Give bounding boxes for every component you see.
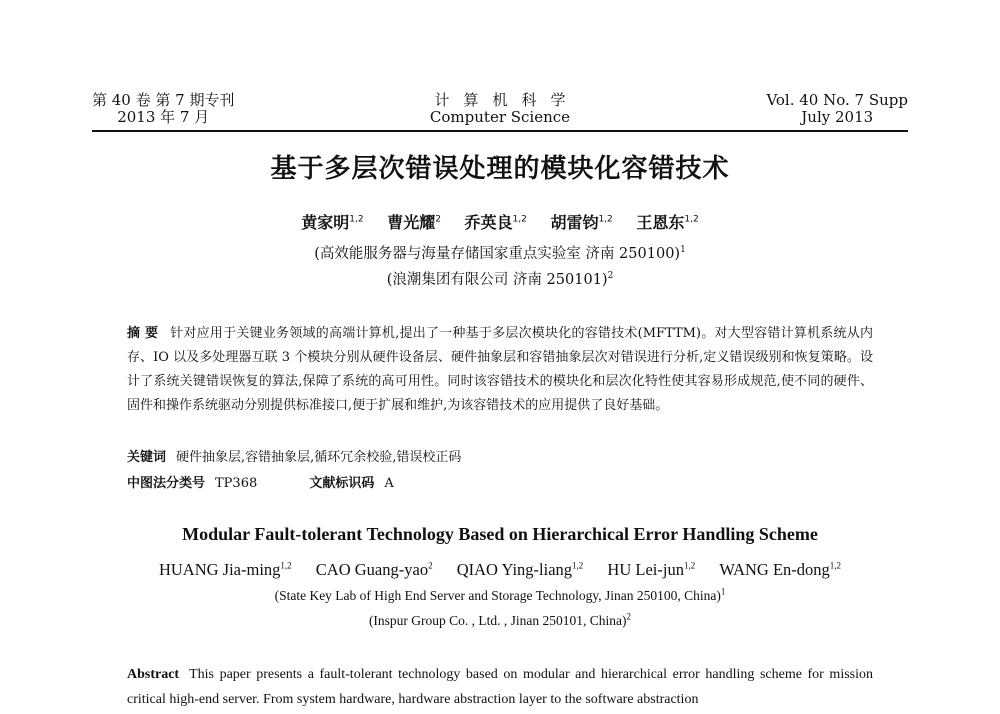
volume-issue-en: Vol. 40 No. 7 Supp <box>766 91 908 109</box>
author-en: QIAO Ying-liang$^{1,2}$ <box>456 560 584 579</box>
author-cn: 曹光耀$^2$ <box>387 213 441 232</box>
issue-date-cn: 2013 年 7 月 <box>117 108 210 126</box>
affiliation-en-2: (Inspur Group Co. , Ltd. , Jinan 250101, China)$^2$ <box>368 611 632 628</box>
author-list-en <box>0 560 1000 580</box>
abstract-cn <box>127 322 873 418</box>
author-en: CAO Guang-yao$^2$ <box>315 560 433 579</box>
author-cn: 乔英良$^{1,2}$ <box>464 213 527 232</box>
doc-code-label: 文献标识码 <box>309 476 375 491</box>
author-en: HUANG Jia-ming$^{1,2}$ <box>158 560 292 579</box>
keywords-cn-text: 硬件抽象层,容错抽象层,循环冗余校验,错误校正码 <box>176 450 462 465</box>
volume-issue: 第 40 卷 第 7 期专刊 <box>92 91 235 109</box>
author-cn: 黄家明$^{1,2}$ <box>301 213 364 232</box>
author-cn: 王恩东$^{1,2}$ <box>636 213 699 232</box>
abstract-en-label: Abstract <box>127 667 180 682</box>
author-en: WANG En-dong$^{1,2}$ <box>719 560 842 579</box>
keywords-cn <box>127 446 873 465</box>
author-cn: 胡雷钧$^{1,2}$ <box>550 213 613 232</box>
doc-code-value: A <box>384 476 394 491</box>
journal-name-cn: 计算机科学 <box>434 91 580 109</box>
clc-label: 中图法分类号 <box>127 476 206 491</box>
abstract-en <box>127 662 873 712</box>
journal-name-en: Computer Science <box>429 108 571 126</box>
abstract-cn-label: 摘 要 <box>127 326 159 341</box>
affiliation-en-1: (State Key Lab of High End Server and Storage Technology, Jinan 250100, China)$^1$ <box>274 586 726 603</box>
paper-title-en: Modular Fault-tolerant Technology Based on Hierarchical Error Handling Scheme <box>182 524 818 544</box>
clc-value: TP368 <box>215 476 258 491</box>
classification-line <box>127 472 873 491</box>
abstract-en-text: This paper presents a fault-tolerant technology based on modular and hierarchical error handling scheme for mission critical high-end server. From system hardware, hardware abstraction layer to the software abstraction <box>127 667 873 707</box>
keywords-cn-label: 关键词 <box>127 450 167 465</box>
author-list-cn <box>0 210 1000 233</box>
author-en: HU Lei-jun$^{1,2}$ <box>607 560 696 579</box>
affiliation-cn-2: (浪潮集团有限公司 济南 250101)$^2$ <box>386 271 614 288</box>
abstract-cn-text: 针对应用于关键业务领域的高端计算机,提出了一种基于多层次模块化的容错技术(MFTTM)。对大型容错计算机系统从内存、IO 以及多处理器互联 3 个模块分别从硬件设备层、硬件抽象层和容错抽象层次对错误进行分析,定义错误级别和恢复策略。设计了系统关键错误恢复的算法,保障了系统的高可用性。同时该容错技术的模块化和层次化特性使其容易形成规范,使不同的硬件、固件和操作系统驱动分别提供标准接口,便于扩展和维护,为该容错技术的应用提供了良好基础。 <box>127 326 873 413</box>
journal-header <box>92 92 908 132</box>
issue-date-en: July 2013 <box>801 108 874 126</box>
volume-info-en <box>766 92 908 126</box>
affiliation-cn-1: (高效能服务器与海量存储国家重点实验室 济南 250100)$^1$ <box>314 245 686 262</box>
paper-title-cn: 基于多层次错误处理的模块化容错技术 <box>270 154 730 184</box>
